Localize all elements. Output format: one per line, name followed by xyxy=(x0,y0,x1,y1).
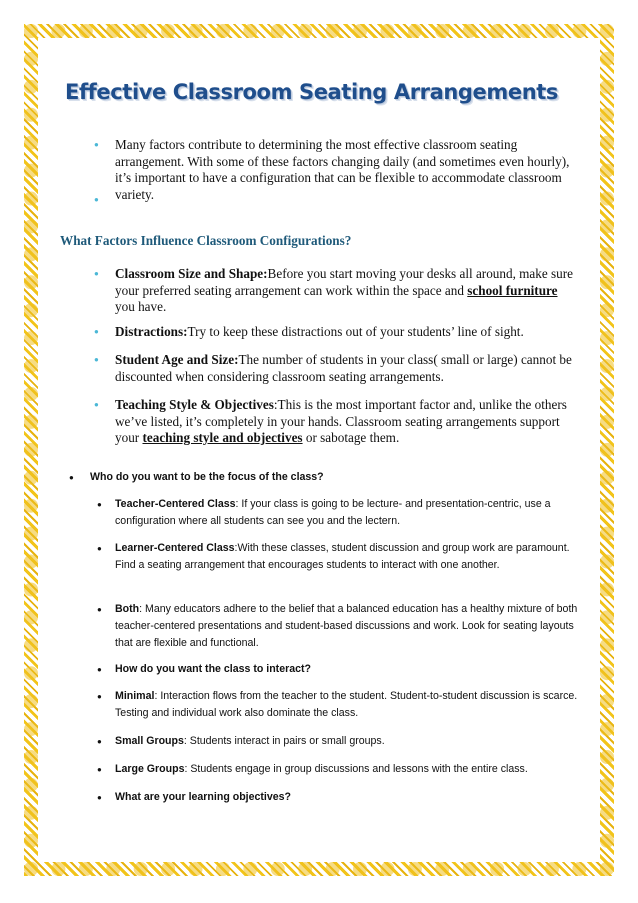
focus-item xyxy=(115,661,585,678)
focus-item xyxy=(115,540,585,574)
factor-item xyxy=(115,397,575,447)
focus-item-label: Learner-Centered Class xyxy=(115,542,235,554)
factor-item xyxy=(115,266,575,316)
intro-paragraph xyxy=(115,137,575,203)
focus-item xyxy=(115,496,585,530)
focus-item-label: Small Groups xyxy=(115,735,184,747)
intro-text: Many factors contribute to determining the most effective classroom seating arrangement. With some of these factors changing daily (and sometimes even hourly), it’s important to have a configuration that can be flexible to accommodate classroom variety. xyxy=(115,137,570,202)
focus-item-label: Both xyxy=(115,603,140,615)
factor-label: Student Age and Size: xyxy=(115,352,239,367)
factors-heading: What Factors Influence Classroom Configurations? xyxy=(60,233,352,248)
focus-item-label: How do you want the class to interact? xyxy=(115,663,312,675)
focus-item-text: : Students interact in pairs or small groups. xyxy=(183,735,385,747)
factor-text: Try to keep these distractions out of your students’ line of sight. xyxy=(187,324,524,339)
factor-label: Distractions: xyxy=(115,324,188,339)
factor-item xyxy=(115,352,575,385)
focus-item-label: Large Groups xyxy=(115,763,185,775)
factor-text: :This is the most important factor and, unlike the others we’ve listed, it’s completely in your hands. Classroom seating arrangements support your xyxy=(115,397,567,445)
focus-item-text: : Students engage in group discussions and lessons with the entire class. xyxy=(184,763,528,775)
teaching-style-link[interactable]: teaching style and objectives xyxy=(142,430,303,445)
page-title: Effective Classroom Seating Arrangements xyxy=(65,80,559,104)
focus-item-text: : Many educators adhere to the belief that a balanced education has a healthy mixture of both teacher-centered presentations and student-based discussions and work. Look for seating layouts that are flexible and functional. xyxy=(115,603,578,649)
focus-item xyxy=(115,761,585,778)
factor-item xyxy=(115,324,575,341)
focus-question xyxy=(90,469,560,486)
focus-item xyxy=(115,733,585,750)
focus-question-text: Who do you want to be the focus of the class? xyxy=(90,471,324,483)
focus-item-text: : Interaction flows from the teacher to the student. Student-to-student discussion is scarce. Testing and individual work also dominate the class. xyxy=(115,690,578,719)
focus-item xyxy=(115,688,585,722)
factor-text: Before you start moving your desks all around, make sure your preferred seating arrangement can work within the space and xyxy=(115,266,573,298)
factor-text: The number of students in your class( small or large) cannot be discounted when considering classroom seating arrangements. xyxy=(115,352,572,384)
focus-item-label: What are your learning objectives? xyxy=(115,791,292,803)
focus-item xyxy=(115,601,585,652)
factor-label: Teaching Style & Objectives xyxy=(115,397,274,412)
focus-item-text: :With these classes, student discussion and group work are paramount. Find a seating arrangement that encourages students to interact with one another. xyxy=(115,542,570,571)
focus-item xyxy=(115,789,585,806)
focus-item-label: Teacher-Centered Class xyxy=(115,498,236,510)
focus-item-text: : If your class is going to be lecture- and presentation-centric, use a configuration where all students can see you and the lectern. xyxy=(115,498,551,527)
factor-label: Classroom Size and Shape: xyxy=(115,266,268,281)
school-furniture-link[interactable]: school furniture xyxy=(467,282,558,298)
factor-text-end: or sabotage them. xyxy=(302,430,400,445)
factor-text-end: you have. xyxy=(115,299,167,314)
focus-item-label: Minimal xyxy=(115,690,155,702)
